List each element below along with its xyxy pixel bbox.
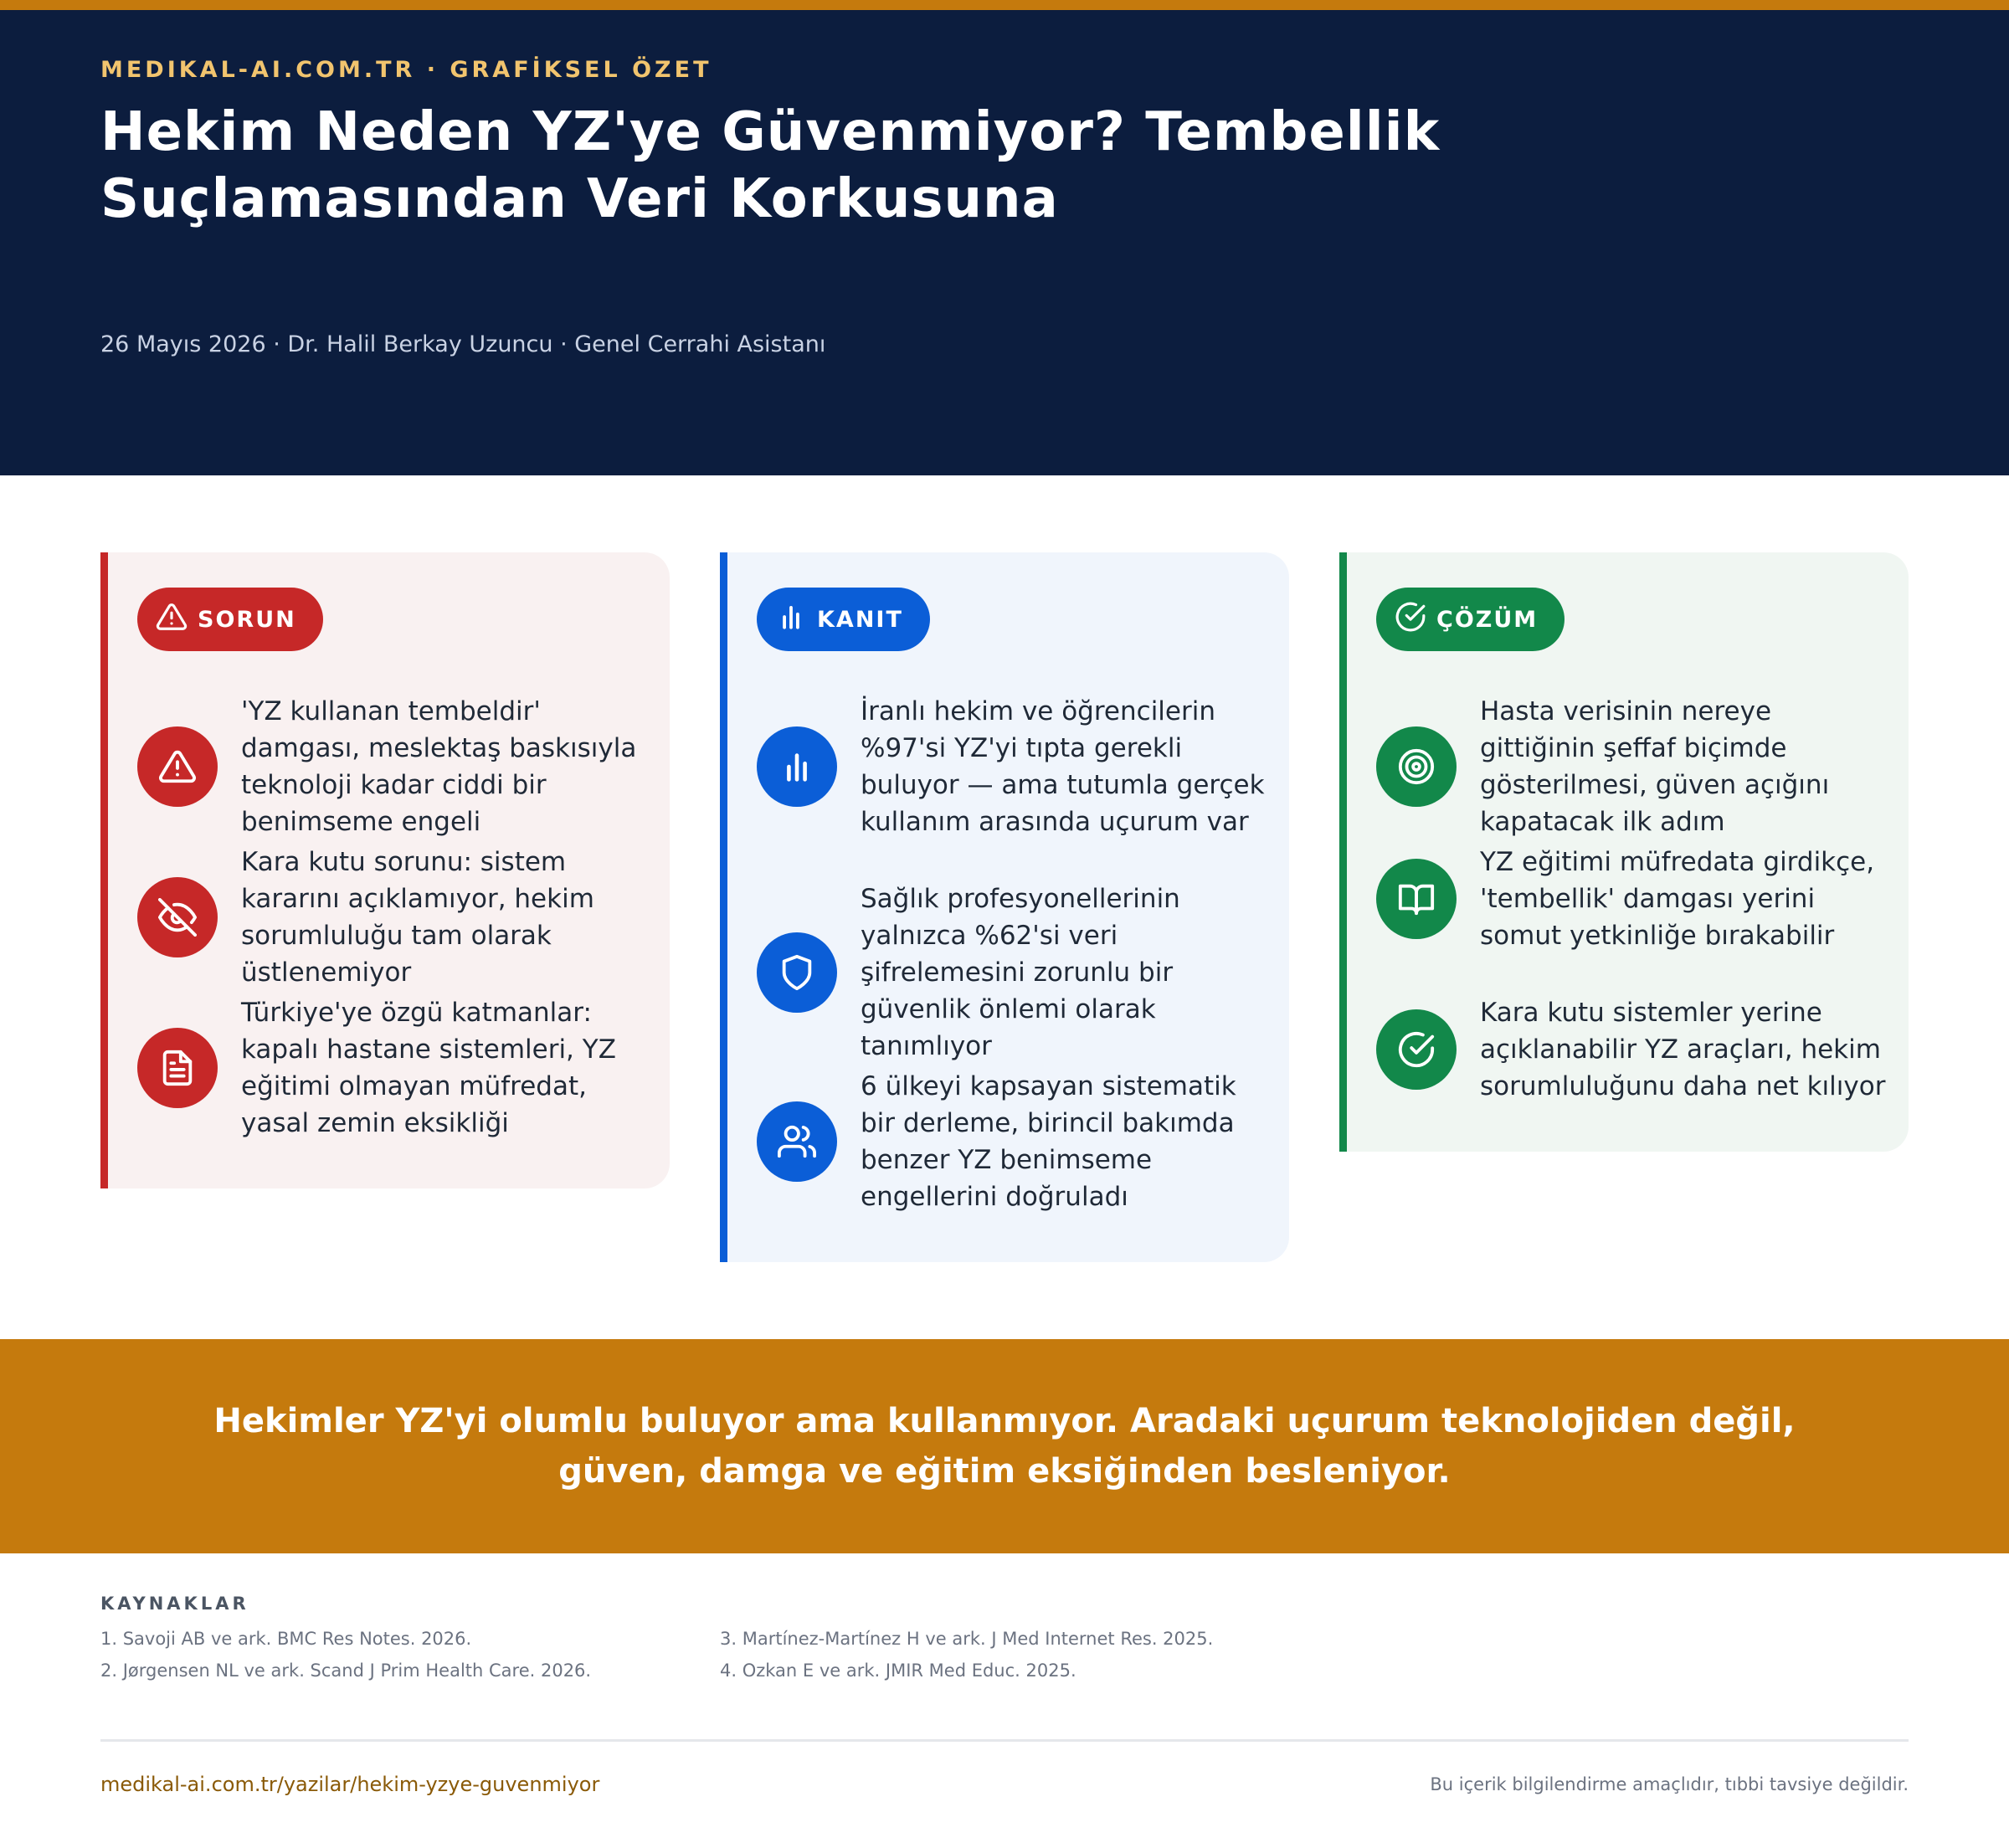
alert-triangle-icon [156, 601, 188, 639]
sorun-item-text: 'YZ kullanan tembeldir' damgası, meslektaş baskısıyla teknoloji kadar ciddi bir benimseme engeli [241, 696, 637, 837]
summary-banner [0, 1339, 2009, 1553]
source-item: 3. Martínez-Martínez H ve ark. J Med Internet Res. 2025. [720, 1629, 1214, 1649]
kanit-item-text: 6 ülkeyi kapsayan sistematik bir derleme, birincil bakımda benzer YZ benimseme engellerini doğruladı [861, 1071, 1236, 1212]
kanit-item-text: Sağlık profesyonellerinin yalnızca %62'si veri şifrelemesini zorunlu bir güvenlik önlemi olarak tanımlıyor [861, 884, 1180, 1061]
source-item: 2. Jørgensen NL ve ark. Scand J Prim Health Care. 2026. [100, 1661, 592, 1681]
sorun-item [137, 844, 648, 991]
eye-off-icon [137, 877, 218, 957]
book-icon [1376, 859, 1457, 939]
kanit-item [757, 1068, 1267, 1215]
sources-heading: KAYNAKLAR [100, 1594, 249, 1614]
cozum-item [1376, 693, 1887, 840]
users-icon [757, 1101, 837, 1182]
cozum-item [1376, 994, 1887, 1105]
eyebrow-label: MEDIKAL-AI.COM.TR · GRAFİKSEL ÖZET [100, 57, 712, 83]
alert-triangle-icon [137, 726, 218, 807]
cozum-item [1376, 844, 1887, 954]
card-kanit [720, 552, 1289, 1262]
cozum-item-text: Kara kutu sistemler yerine açıklanabilir YZ araçları, hekim sorumluluğunu daha net kılıyor [1480, 998, 1886, 1101]
sorun-item [137, 994, 648, 1142]
kanit-item [757, 880, 1267, 1065]
kanit-badge [757, 588, 930, 651]
cozum-item-text: Hasta verisinin nereye gittiğinin şeffaf biçimde gösterilmesi, güven açığını kapatacak ilk adım [1480, 696, 1830, 837]
sorun-badge [137, 588, 323, 651]
document-icon [137, 1028, 218, 1108]
summary-text: Hekimler YZ'yi olumlu buluyor ama kullanmıyor. Aradaki uçurum teknolojiden değil, güven, damga ve eğitim eksiğinden besleniyor. [213, 1402, 1796, 1491]
sorun-badge-label: SORUN [198, 606, 296, 633]
bar-chart-icon [757, 726, 837, 807]
article-link[interactable]: medikal-ai.com.tr/yazilar/hekim-yzye-guvenmiyor [100, 1773, 600, 1796]
header [0, 10, 2009, 475]
cozum-badge-label: ÇÖZÜM [1436, 606, 1539, 633]
bar-chart-icon [775, 601, 807, 639]
card-cozum [1339, 552, 1909, 1152]
shield-icon [757, 932, 837, 1013]
top-accent-bar [0, 0, 2009, 10]
target-icon [1376, 726, 1457, 807]
kanit-item-text: İranlı hekim ve öğrencilerin %97'si YZ'yi tıpta gerekli buluyor — ama tutumla gerçek kullanım arasında uçurum var [861, 696, 1265, 837]
sorun-item-text: Türkiye'ye özgü katmanlar: kapalı hastane sistemleri, YZ eğitimi olmayan müfredat, yasal zemin eksikliği [241, 998, 616, 1138]
cozum-item-text: YZ eğitimi müfredata girdikçe, 'tembellik' damgası yerini somut yetkinliğe bırakabilir [1480, 847, 1875, 951]
source-item: 4. Ozkan E ve ark. JMIR Med Educ. 2025. [720, 1661, 1076, 1681]
kanit-badge-label: KANIT [817, 606, 903, 633]
kanit-item [757, 693, 1267, 840]
sorun-item [137, 693, 648, 840]
disclaimer: Bu içerik bilgilendirme amaçlıdır, tıbbi tavsiye değildir. [1430, 1774, 1909, 1794]
article-meta: 26 Mayıs 2026 · Dr. Halil Berkay Uzuncu · Genel Cerrahi Asistanı [100, 331, 826, 357]
sorun-item-text: Kara kutu sorunu: sistem kararını açıklamıyor, hekim sorumluluğu tam olarak üstlenemiyor [241, 847, 594, 988]
check-circle-icon [1376, 1009, 1457, 1090]
check-circle-icon [1395, 601, 1426, 639]
cozum-badge [1376, 588, 1565, 651]
card-sorun [100, 552, 670, 1188]
source-item: 1. Savoji AB ve ark. BMC Res Notes. 2026. [100, 1629, 472, 1649]
footer-divider [100, 1739, 1909, 1742]
page-title: Hekim Neden YZ'ye Güvenmiyor? Tembellik Suçlamasından Veri Korkusuna [100, 101, 1441, 230]
